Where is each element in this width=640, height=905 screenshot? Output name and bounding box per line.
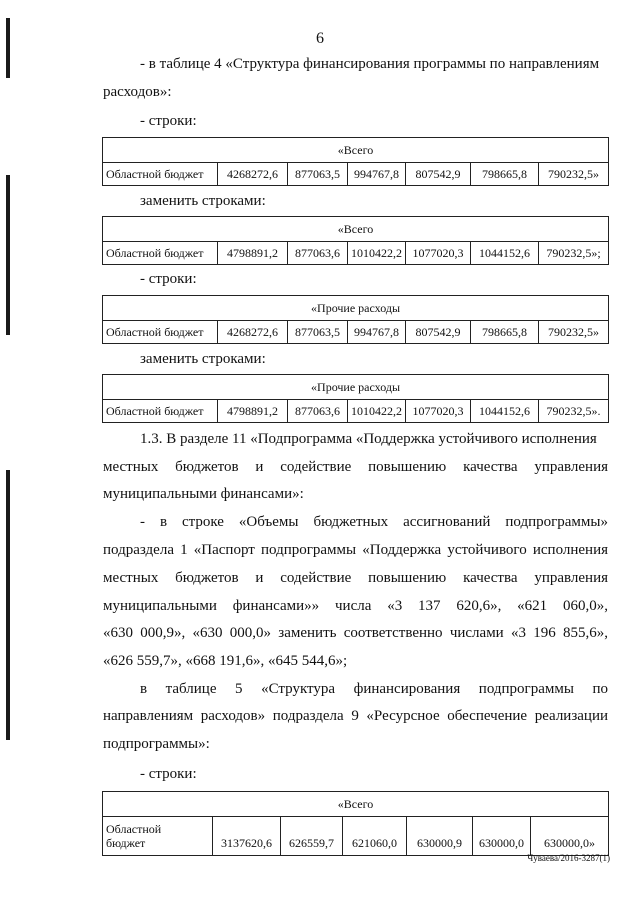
table-cell: 4798891,2 (218, 400, 288, 423)
row-label-line: бюджет (106, 836, 146, 850)
scan-edge-line-lower (6, 470, 10, 740)
volumes-paragraph-line: - в строке «Объемы бюджетных ассигнований подпрограммы» (140, 514, 608, 530)
table5-paragraph-line: в таблице 5 «Структура финансирования подпрограммы по (140, 681, 608, 697)
table-cell: 630000,9 (407, 817, 473, 856)
row-label-line: Областной (106, 822, 162, 836)
table-cell: 1077020,3 (406, 400, 471, 423)
table-cell: 1044152,6 (471, 400, 539, 423)
table-cell: 1010422,2 (348, 400, 406, 423)
section-1-3-line: местных бюджетов и содействие повышению качества управления (103, 459, 608, 475)
table-cell: 1044152,6 (471, 242, 539, 265)
row-label (103, 817, 213, 856)
table-cell: 877063,5 (288, 321, 348, 344)
table-cell: 1010422,2 (348, 242, 406, 265)
rows-label: - строки: (140, 766, 197, 782)
volumes-paragraph-line: подраздела 1 «Паспорт подпрограммы «Поддержка устойчивого исполнения (103, 542, 608, 558)
section-1-3-line: 1.3. В разделе 11 «Подпрограмма «Поддержка устойчивого исполнения (140, 431, 597, 447)
table-cell: 790232,5»; (539, 242, 609, 265)
page-number: 6 (316, 30, 324, 47)
table5-paragraph-line: направлениям расходов» подраздела 9 «Ресурсное обеспечение реализации (103, 708, 608, 724)
table-cell: 4268272,6 (218, 163, 288, 186)
table-cell: 877063,6 (288, 242, 348, 265)
table-row (103, 242, 609, 265)
table-cell: 630000,0» (531, 817, 609, 856)
row-label: Областной бюджет (103, 321, 218, 344)
table-cell: 4798891,2 (218, 242, 288, 265)
table-cell: 807542,9 (406, 321, 471, 344)
table-cell: 621060,0 (343, 817, 407, 856)
table5-paragraph-line: подпрограммы»: (103, 736, 210, 752)
table-cell: 790232,5» (539, 321, 609, 344)
volumes-paragraph-line: муниципальными финансами»» числа «3 137 620,6», «621 060,0», (103, 598, 608, 614)
table-cell: 994767,8 (348, 321, 406, 344)
table-row (103, 163, 609, 186)
table-cell: 807542,9 (406, 163, 471, 186)
table-cell: 994767,8 (348, 163, 406, 186)
volumes-paragraph-line: «630 000,9», «630 000,0» заменить соответственно числами «3 196 855,6», (103, 625, 608, 641)
table-header: «Всего (103, 138, 609, 163)
replace-label: заменить строками: (140, 351, 266, 367)
table-cell: 790232,5». (539, 400, 609, 423)
intro-line: - в таблице 4 «Структура финансирования программы по направлениям (140, 56, 600, 72)
row-label: Областной бюджет (103, 242, 218, 265)
table-cell: 630000,0 (473, 817, 531, 856)
table-cell: 877063,6 (288, 400, 348, 423)
table-header: «Всего (103, 792, 609, 817)
table-cell: 798665,8 (471, 163, 539, 186)
table-header: «Прочие расходы (103, 375, 609, 400)
table-other-old (102, 295, 609, 344)
scan-edge-line-middle (6, 175, 10, 335)
table-cell: 790232,5» (539, 163, 609, 186)
table-total-new (102, 216, 609, 265)
rows-label: - строки: (140, 271, 197, 287)
volumes-paragraph-line: местных бюджетов и содействие повышению качества управления (103, 570, 608, 586)
table-header: «Прочие расходы (103, 296, 609, 321)
table-other-new (102, 374, 609, 423)
row-label: Областной бюджет (103, 163, 218, 186)
document-code: Чуваева/2016-3287(1) (527, 853, 610, 863)
table-row (103, 400, 609, 423)
volumes-paragraph-line: «626 559,7», «668 191,6», «645 544,6»; (103, 653, 348, 669)
table-row (103, 817, 609, 856)
table-cell: 1077020,3 (406, 242, 471, 265)
table-cell: 798665,8 (471, 321, 539, 344)
table-cell: 877063,5 (288, 163, 348, 186)
replace-label: заменить строками: (140, 193, 266, 209)
table-header: «Всего (103, 217, 609, 242)
row-label: Областной бюджет (103, 400, 218, 423)
scan-edge-line-top (6, 18, 10, 78)
table-cell: 626559,7 (281, 817, 343, 856)
rows-label: - строки: (140, 113, 197, 129)
table-cell: 4268272,6 (218, 321, 288, 344)
table-cell: 3137620,6 (213, 817, 281, 856)
intro-line-continued: расходов»: (103, 84, 172, 100)
table-total-old (102, 137, 609, 186)
table-row (103, 321, 609, 344)
table-subprogram-total (102, 791, 609, 856)
section-1-3-line: муниципальными финансами»: (103, 486, 304, 502)
